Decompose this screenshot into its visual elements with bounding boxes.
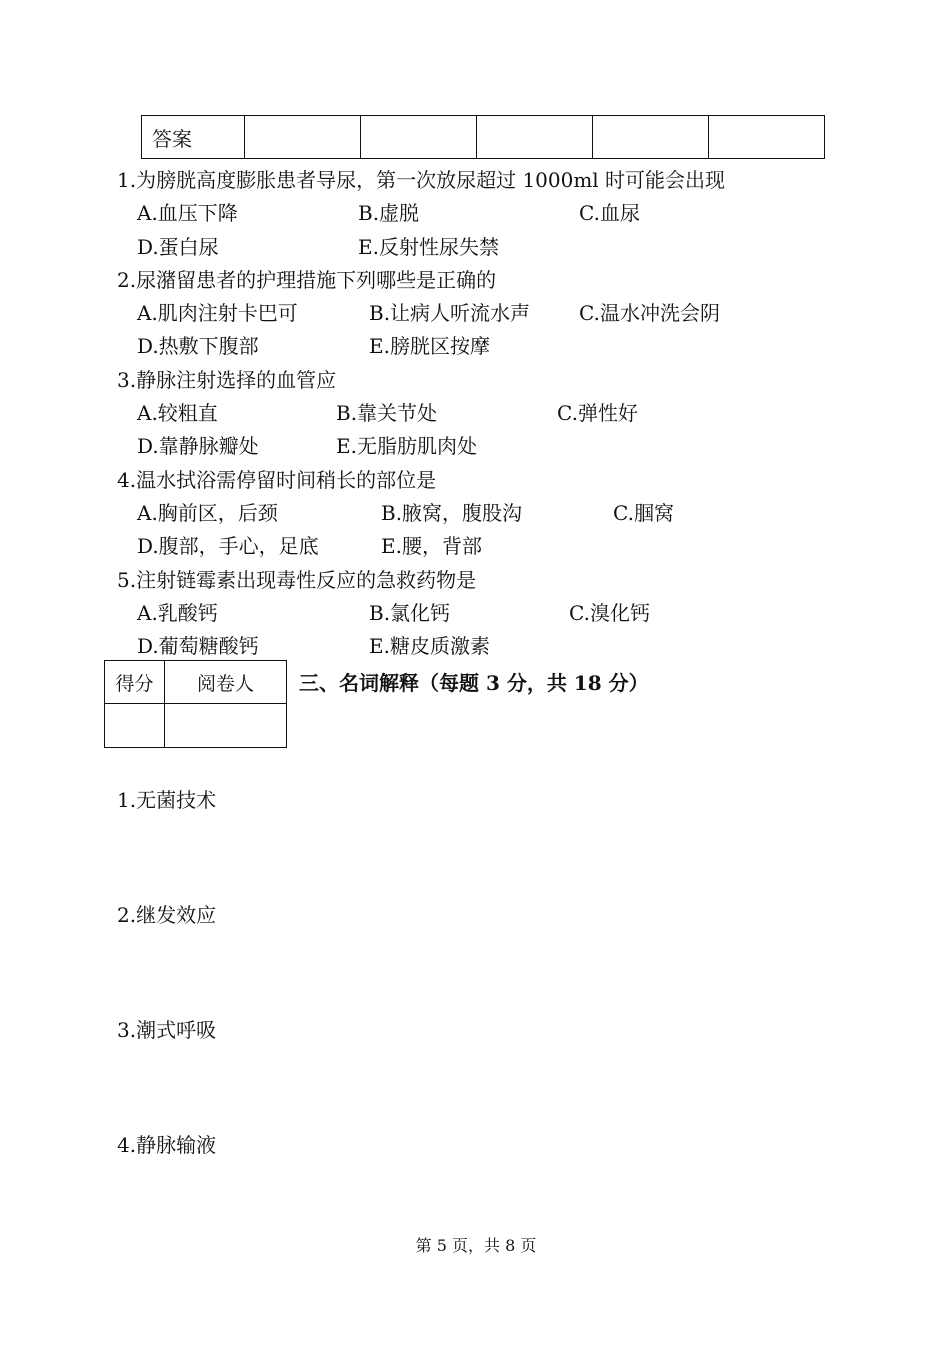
question-1-option-e: E.反射性尿失禁	[358, 234, 499, 259]
question-3-options-row-1	[117, 397, 877, 430]
question-1-options-row-2	[117, 231, 877, 264]
reviewer-value-cell	[165, 704, 287, 748]
answer-table	[141, 115, 825, 159]
question-3-option-b: B.靠关节处	[336, 401, 438, 426]
question-1-option-c: C.血尿	[579, 201, 640, 226]
answer-cell-4	[593, 116, 709, 159]
score-value-cell	[105, 704, 165, 748]
question-3-option-c: C.弹性好	[557, 401, 638, 426]
question-5-option-e: E.糖皮质激素	[369, 634, 490, 659]
score-table-header-row	[105, 661, 287, 704]
question-3-option-d: D.靠静脉瓣处	[137, 434, 259, 459]
question-4-option-a: A.胸前区，后颈	[137, 500, 278, 525]
question-3-option-a: A.较粗直	[137, 401, 218, 426]
question-2-options-row-1	[117, 297, 877, 330]
multiple-choice-questions	[117, 164, 877, 663]
question-stem-5: 5.注射链霉素出现毒性反应的急救药物是	[117, 567, 477, 592]
question-5-options-row-1	[117, 597, 877, 630]
question-2-option-b: B.让病人听流水声	[369, 301, 531, 326]
term-2: 2.继发效应	[117, 903, 217, 927]
term-3: 3.潮式呼吸	[117, 1018, 217, 1042]
score-table-value-row	[105, 704, 287, 748]
question-5-options-row-2	[117, 630, 877, 663]
question-2-option-c: C.温水冲洗会阴	[579, 301, 720, 326]
answer-cell-1	[245, 116, 361, 159]
question-4-options-row-1	[117, 497, 877, 530]
question-stem-2: 2.尿潴留患者的护理措施下列哪些是正确的	[117, 267, 497, 292]
question-5-option-a: A.乳酸钙	[137, 600, 218, 625]
term-4: 4.静脉输液	[117, 1133, 217, 1157]
question-1-option-a: A.血压下降	[137, 201, 238, 226]
answer-cell-2	[361, 116, 477, 159]
answer-row	[142, 116, 825, 159]
score-label: 得分	[105, 661, 165, 704]
question-1-options-row-1	[117, 197, 877, 230]
answer-cell-5	[709, 116, 825, 159]
question-5-option-d: D.葡萄糖酸钙	[137, 634, 259, 659]
question-4-options-row-2	[117, 530, 877, 563]
question-2-option-a: A.肌肉注射卡巴可	[137, 301, 298, 326]
term-1: 1.无菌技术	[117, 788, 217, 812]
question-stem-1: 1.为膀胱高度膨胀患者导尿，第一次放尿超过 1000ml 时可能会出现	[117, 168, 726, 192]
question-5-option-b: B.氯化钙	[369, 600, 451, 625]
section-3-title: 三、名词解释（每题 3 分，共 18 分）	[299, 671, 649, 695]
score-table	[104, 660, 287, 748]
question-1-option-d: D.蛋白尿	[137, 234, 219, 259]
question-stem-3: 3.静脉注射选择的血管应	[117, 367, 337, 392]
question-1-option-b: B.虚脱	[358, 201, 420, 226]
question-5-option-c: C.溴化钙	[569, 600, 650, 625]
answer-cell-3	[477, 116, 593, 159]
page-footer: 第 5 页，共 8 页	[415, 1236, 537, 1255]
answer-label: 答案	[142, 116, 245, 159]
question-4-option-c: C.腘窝	[613, 500, 674, 525]
question-3-option-e: E.无脂肪肌肉处	[336, 434, 477, 459]
question-2-option-e: E.膀胱区按摩	[369, 334, 490, 359]
question-3-options-row-2	[117, 430, 877, 463]
reviewer-label: 阅卷人	[165, 661, 287, 704]
question-stem-4: 4.温水拭浴需停留时间稍长的部位是	[117, 467, 437, 492]
question-4-option-e: E.腰，背部	[381, 534, 482, 559]
question-2-options-row-2	[117, 330, 877, 363]
question-4-option-d: D.腹部，手心，足底	[137, 534, 319, 559]
question-2-option-d: D.热敷下腹部	[137, 334, 259, 359]
question-4-option-b: B.腋窝，腹股沟	[381, 500, 523, 525]
